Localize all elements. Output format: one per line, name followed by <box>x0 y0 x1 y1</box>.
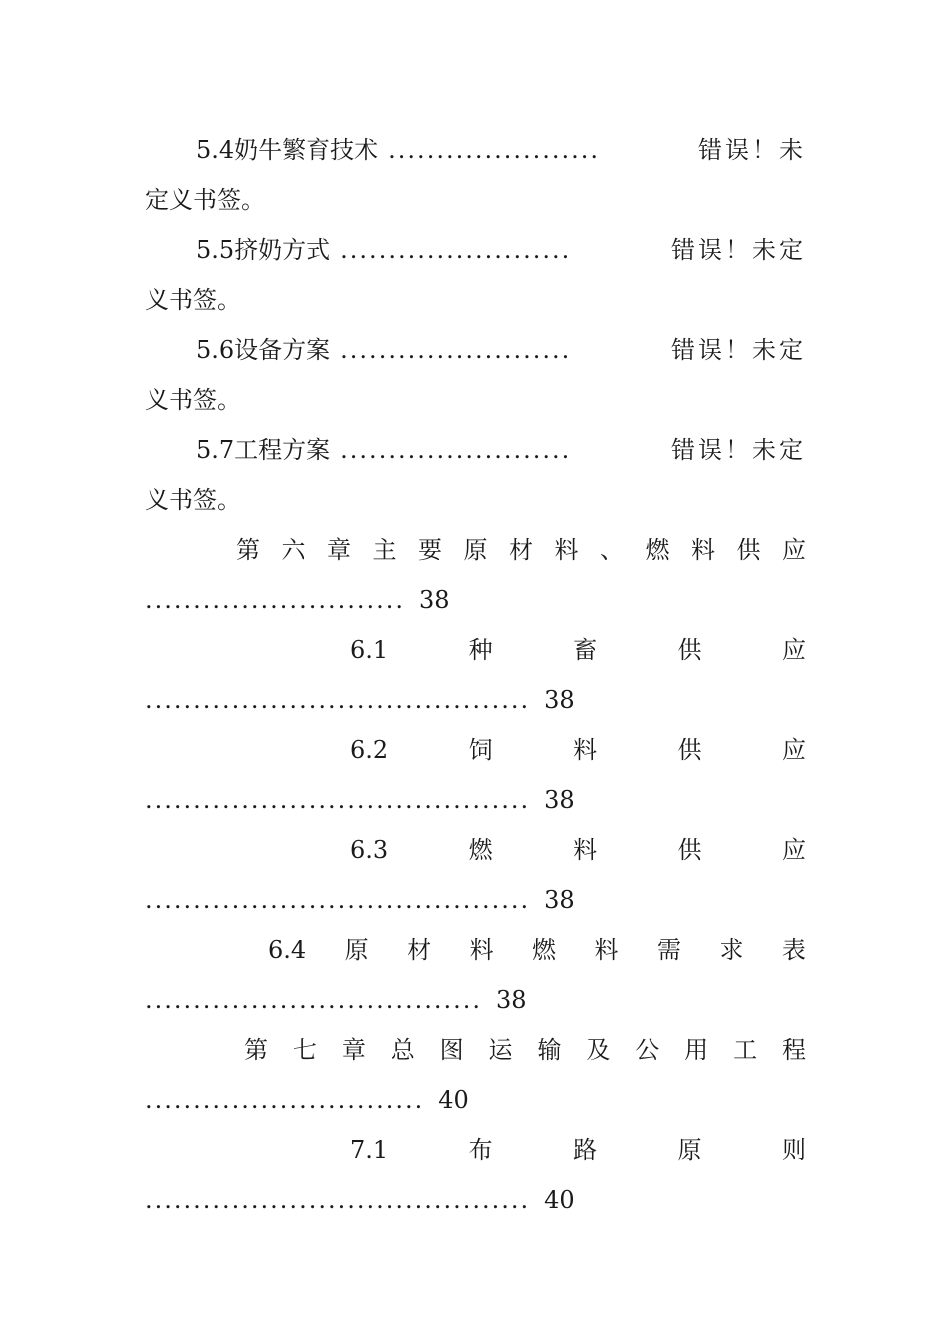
toc-page-number: 38 <box>418 586 450 614</box>
toc-entry-6-1[interactable] <box>350 633 806 667</box>
toc-error-text: 错误！未 <box>698 136 806 164</box>
toc-page-number: 38 <box>544 786 575 814</box>
toc-leader-dots: ........................................ <box>145 686 531 714</box>
toc-entry-6-2[interactable] <box>350 733 806 767</box>
title-char: 求 <box>719 936 744 964</box>
toc-chapter-7-title[interactable] <box>244 1033 806 1067</box>
toc-entry-7-1-leader[interactable] <box>145 1183 806 1217</box>
toc-entry-5-6-wrap <box>145 383 806 417</box>
title-char: 图 <box>439 1036 464 1064</box>
toc-entry-5-4-wrap <box>145 183 806 217</box>
toc-entry-6-3-leader[interactable] <box>145 883 806 917</box>
toc-title: 5.5挤奶方式 <box>196 236 331 264</box>
toc-title: 5.4奶牛繁育技术 <box>196 136 379 164</box>
toc-leader-dots: ...................... <box>388 136 601 164</box>
title-char: 料 <box>691 536 715 564</box>
toc-page-number: 38 <box>544 686 575 714</box>
toc-leader-dots: ........................ <box>340 236 572 264</box>
toc-chapter-7-leader[interactable] <box>145 1083 806 1117</box>
toc-entry-5-5[interactable] <box>196 233 806 267</box>
toc-entry-7-1[interactable] <box>350 1133 806 1167</box>
title-char: 六 <box>281 536 306 564</box>
title-char: 章 <box>327 536 351 564</box>
toc-entry-6-2-leader[interactable] <box>145 783 806 817</box>
title-char: 则 <box>781 1136 806 1164</box>
title-char: 布 <box>468 1136 493 1164</box>
toc-error-text: 错误！未定 <box>671 436 806 464</box>
toc-section-number: 6.2 <box>350 736 389 764</box>
title-char: 程 <box>781 1036 806 1064</box>
toc-entry-5-5-wrap <box>145 283 806 317</box>
toc-page-number: 38 <box>544 886 575 914</box>
toc-leader-dots: ............................. <box>145 1086 425 1114</box>
title-char: 料 <box>573 836 598 864</box>
title-char: 公 <box>635 1036 660 1064</box>
title-char: 供 <box>677 736 702 764</box>
title-char: 原 <box>677 1136 702 1164</box>
title-char: 要 <box>418 536 442 564</box>
toc-section-number: 6.3 <box>350 836 389 864</box>
title-char: 种 <box>468 636 493 664</box>
title-char: 料 <box>573 736 598 764</box>
title-char: 料 <box>469 936 494 964</box>
toc-leader-dots: ........................ <box>340 436 572 464</box>
title-char: 输 <box>537 1036 562 1064</box>
toc-page-number: 38 <box>496 986 527 1014</box>
title-char: 主 <box>372 536 397 564</box>
toc-title: 5.6设备方案 <box>196 336 331 364</box>
title-char: 工 <box>733 1036 758 1064</box>
toc-entry-6-4[interactable] <box>268 933 806 967</box>
toc-section-number: 6.4 <box>268 936 307 964</box>
title-char: 畜 <box>573 636 598 664</box>
title-char: 饲 <box>468 736 493 764</box>
title-char: 路 <box>573 1136 598 1164</box>
toc-section-number: 6.1 <box>350 636 389 664</box>
toc-entry-5-6[interactable] <box>196 333 806 367</box>
toc-entry-6-3[interactable] <box>350 833 806 867</box>
toc-page-number: 40 <box>438 1086 469 1114</box>
title-char: 需 <box>656 936 681 964</box>
toc-leader-dots: ................................... <box>145 986 483 1014</box>
toc-chapter-6-title[interactable] <box>236 533 806 567</box>
toc-entry-5-7-wrap <box>145 483 806 517</box>
title-char: 七 <box>292 1036 317 1064</box>
title-char: 总 <box>390 1036 415 1064</box>
toc-leader-dots: ........................... <box>145 586 405 614</box>
toc-entry-6-4-leader[interactable] <box>145 983 806 1017</box>
title-char: 应 <box>781 836 806 864</box>
toc-section-number: 7.1 <box>350 1136 389 1164</box>
toc-error-text: 错误！未定 <box>671 236 806 264</box>
title-char: 材 <box>509 536 533 564</box>
title-char: 第 <box>244 1036 268 1064</box>
toc-leader-dots: ........................ <box>340 336 572 364</box>
toc-leader-dots: ........................................ <box>145 886 531 914</box>
toc-error-text: 错误！未定 <box>671 336 806 364</box>
toc-entry-5-7[interactable] <box>196 433 806 467</box>
toc-leader-dots: ........................................ <box>145 1186 531 1214</box>
title-char: 料 <box>594 936 619 964</box>
toc-title: 5.7工程方案 <box>196 436 331 464</box>
title-char: 燃 <box>532 936 557 964</box>
title-char: 料 <box>554 536 579 564</box>
toc-entry-5-4[interactable] <box>196 133 806 167</box>
title-char: 章 <box>341 1036 366 1064</box>
title-char: 运 <box>488 1036 513 1064</box>
title-char: 、 <box>600 536 624 564</box>
title-char: 供 <box>736 536 761 564</box>
title-char: 应 <box>781 636 806 664</box>
title-char: 燃 <box>468 836 493 864</box>
toc-entry-6-1-leader[interactable] <box>145 683 806 717</box>
title-char: 燃 <box>645 536 670 564</box>
title-char: 原 <box>463 536 488 564</box>
title-char: 表 <box>781 936 806 964</box>
toc-page-number: 40 <box>544 1186 575 1214</box>
title-char: 供 <box>677 636 702 664</box>
title-char: 应 <box>781 736 806 764</box>
toc-error-text: 义书签。 <box>145 286 241 314</box>
title-char: 供 <box>677 836 702 864</box>
toc-chapter-6-leader[interactable] <box>145 583 806 617</box>
title-char: 第 <box>236 536 260 564</box>
title-char: 材 <box>407 936 432 964</box>
title-char: 原 <box>344 936 369 964</box>
toc-error-text: 定义书签。 <box>145 186 265 214</box>
title-char: 应 <box>782 536 806 564</box>
title-char: 用 <box>684 1036 709 1064</box>
toc-error-text: 义书签。 <box>145 486 241 514</box>
toc-error-text: 义书签。 <box>145 386 241 414</box>
title-char: 及 <box>586 1036 611 1064</box>
toc-leader-dots: ........................................ <box>145 786 531 814</box>
